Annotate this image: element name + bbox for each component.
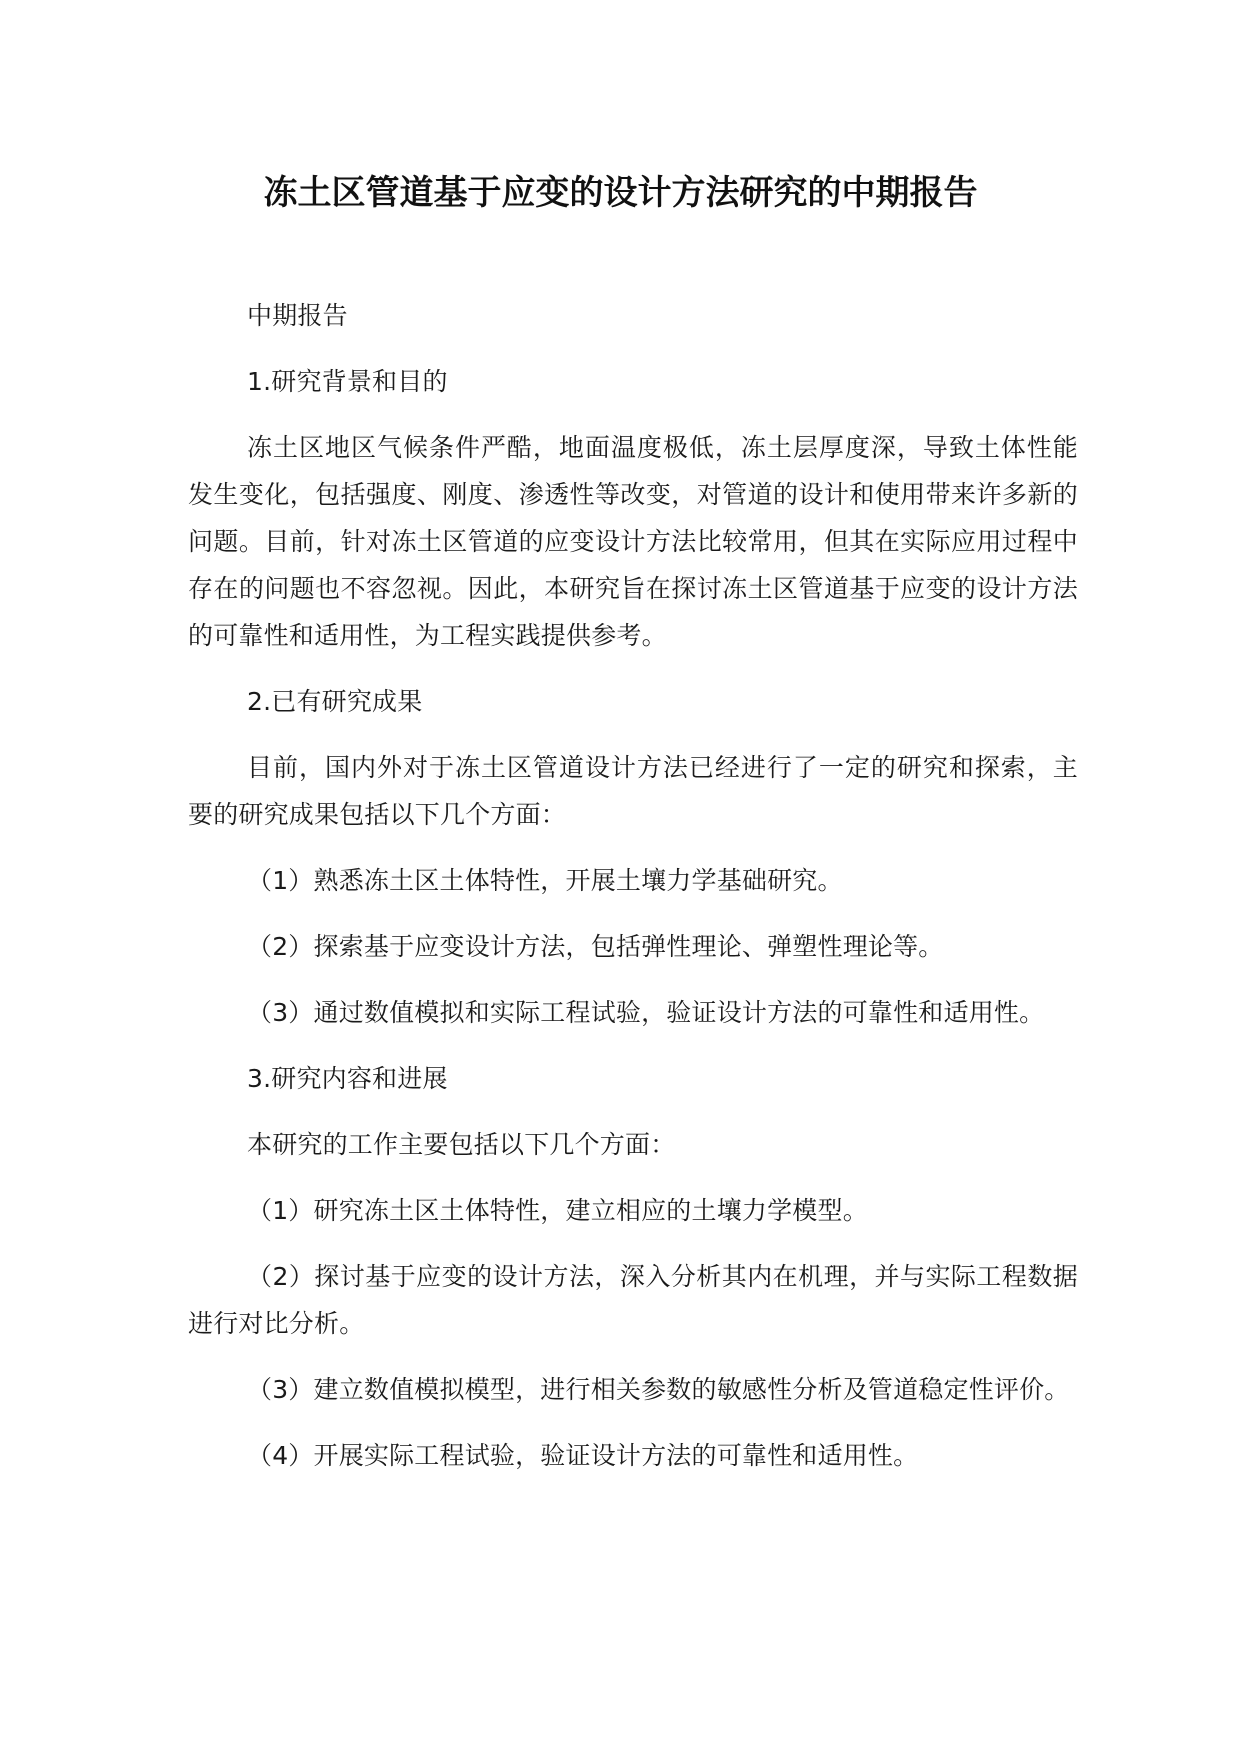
section-heading-background: 1.研究背景和目的 xyxy=(247,367,448,396)
section-heading-content-progress: 3.研究内容和进展 xyxy=(247,1064,448,1093)
section-heading-existing-results: 2.已有研究成果 xyxy=(247,687,423,716)
list-item-existing-1: （1）熟悉冻土区土体特性，开展土壤力学基础研究。 xyxy=(247,866,843,895)
list-item-content-2: （2）探讨基于应变的设计方法，深入分析其内在机理，并与实际工程数据进行对比分析。 xyxy=(188,1262,1078,1338)
list-item-content-4: （4）开展实际工程试验，验证设计方法的可靠性和适用性。 xyxy=(247,1441,919,1470)
paragraph-heading-midterm: 中期报告 xyxy=(247,301,348,330)
paragraph-content-intro: 本研究的工作主要包括以下几个方面： xyxy=(247,1130,676,1159)
list-item-content-1: （1）研究冻土区土体特性，建立相应的土壤力学模型。 xyxy=(247,1196,868,1225)
list-item-existing-2: （2）探索基于应变设计方法，包括弹性理论、弹塑性理论等。 xyxy=(247,932,944,961)
list-item-existing-3: （3）通过数值模拟和实际工程试验，验证设计方法的可靠性和适用性。 xyxy=(247,998,1045,1027)
list-item-content-3: （3）建立数值模拟模型，进行相关参数的敏感性分析及管道稳定性评价。 xyxy=(247,1375,1070,1404)
paragraph-existing-results-intro: 目前，国内外对于冻土区管道设计方法已经进行了一定的研究和探索，主要的研究成果包括以下几个方面： xyxy=(188,753,1078,829)
paragraph-background: 冻土区地区气候条件严酷，地面温度极低，冻土层厚度深，导致土体性能发生变化，包括强度、刚度、渗透性等改变，对管道的设计和使用带来许多新的问题。目前，针对冻土区管道的应变设计方法比较常用，但其在实际应用过程中存在的问题也不容忽视。因此，本研究旨在探讨冻土区管道基于应变的设计方法的可靠性和适用性，为工程实践提供参考。 xyxy=(188,433,1078,650)
document-body xyxy=(188,292,1078,1498)
document-title: 冻土区管道基于应变的设计方法研究的中期报告 xyxy=(263,173,978,213)
